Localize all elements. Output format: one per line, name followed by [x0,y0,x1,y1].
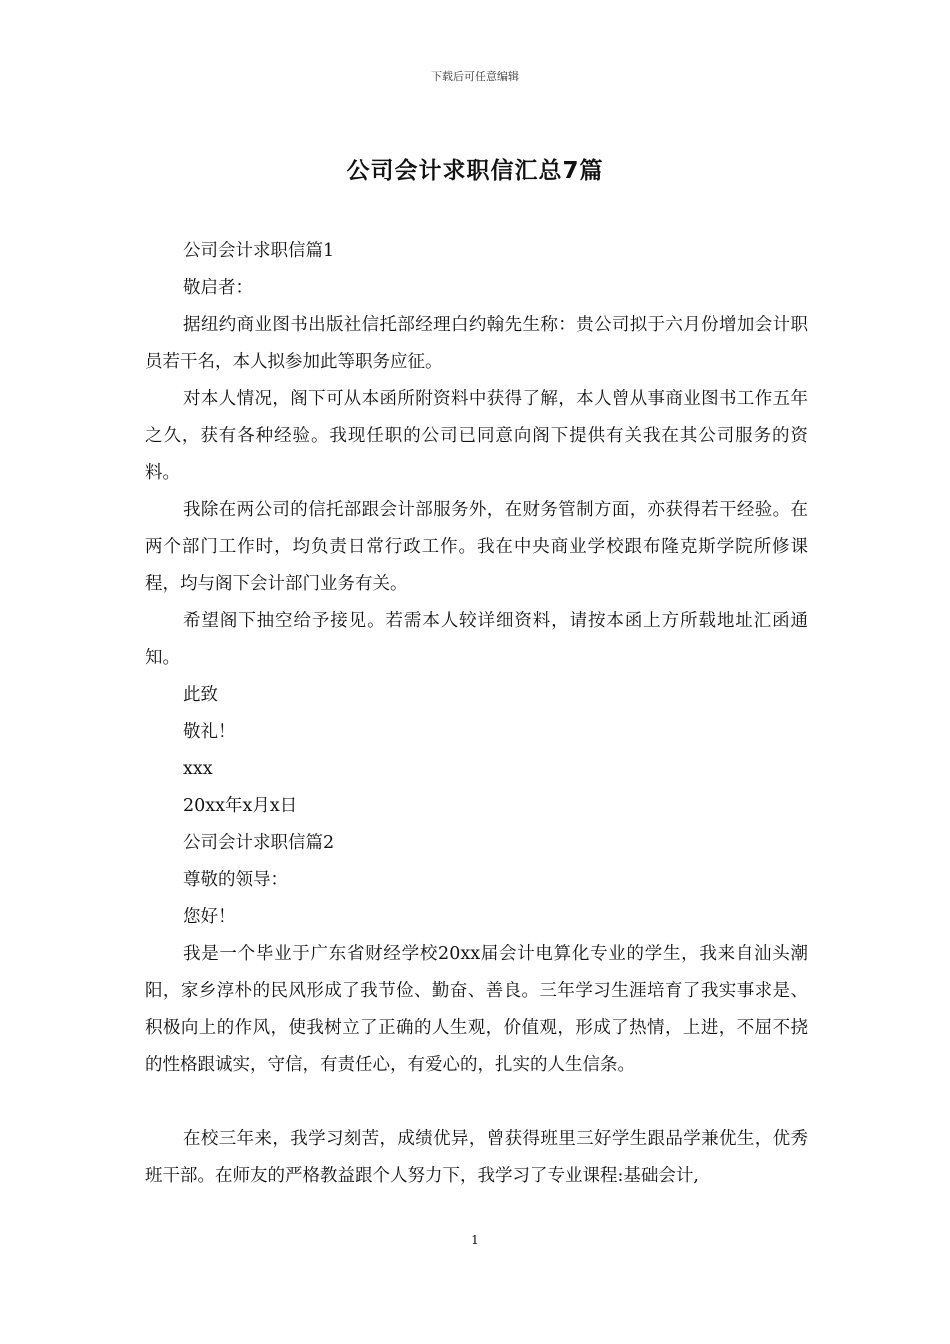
body-paragraph: 对本人情况，阁下可从本函所附资料中获得了解，本人曾从事商业图书工作五年之久，获有各种经验。我现任职的公司已同意向阁下提供有关我在其公司服务的资料。 [145,389,808,483]
salutation: 尊敬的领导： [183,870,288,890]
body-paragraph: 在校三年来，我学习刻苦，成绩优异，曾获得班里三好学生跟品学兼优生，优秀班干部。在师友的严格教益跟个人努力下，我学习了专业课程:基础会计, [145,1129,808,1186]
page-number: 1 [471,1233,479,1247]
section-heading: 公司会计求职信篇2 [183,833,335,853]
signature-name: xxx [183,759,213,779]
signature-date: 20xx年x月x日 [183,796,298,816]
page-header-note: 下载后可任意编辑 [431,70,519,83]
closing-line: 此致 [183,685,218,705]
body-paragraph: 希望阁下抽空给予接见。若需本人较详细资料，请按本函上方所载地址汇函通知。 [145,611,808,668]
closing-line: 敬礼！ [183,722,236,742]
salutation: 敬启者： [183,278,253,298]
section-heading: 公司会计求职信篇1 [183,241,335,261]
body-paragraph: 据纽约商业图书出版社信托部经理白约翰先生称：贵公司拟于六月份增加会计职员若干名，本人拟参加此等职务应征。 [145,315,808,372]
greeting: 您好！ [183,907,236,927]
body-paragraph: 我是一个毕业于广东省财经学校20xx届会计电算化专业的学生，我来自汕头潮阳，家乡淳朴的民风形成了我节俭、勤奋、善良。三年学习生涯培育了我实事求是、积极向上的作风，使我树立了正确的人生观，价值观，形成了热情，上进，不屈不挠的性格跟诚实，守信，有责任心，有爱心的，扎实的人生信条。 [145,944,808,1075]
document-title: 公司会计求职信汇总7篇 [346,158,604,184]
document-body [145,233,808,1195]
body-paragraph: 我除在两公司的信托部跟会计部服务外，在财务管制方面，亦获得若干经验。在两个部门工作时，均负责日常行政工作。我在中央商业学校跟布隆克斯学院所修课程，均与阁下会计部门业务有关。 [145,500,808,594]
